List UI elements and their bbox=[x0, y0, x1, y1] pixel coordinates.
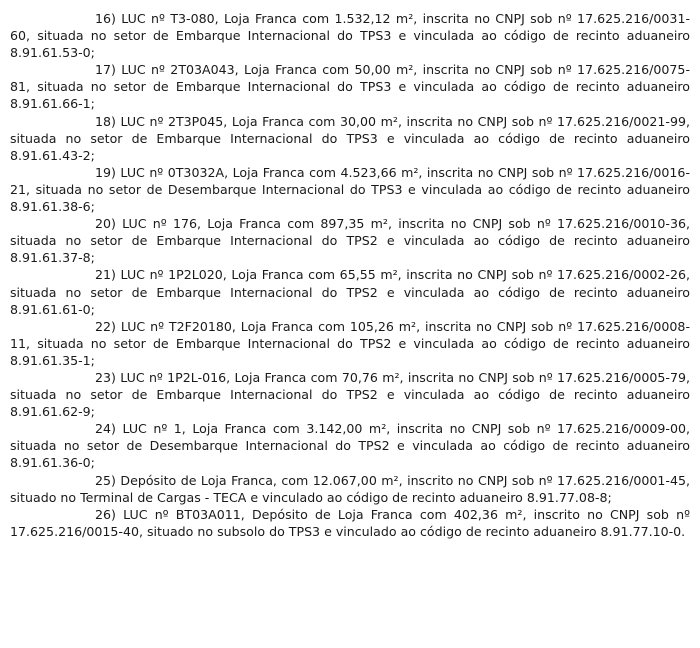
document-body bbox=[10, 10, 690, 540]
paragraph-item-17: 17) LUC nº 2T03A043, Loja Franca com 50,00 m², inscrita no CNPJ sob nº 17.625.216/0075-81, situada no setor de Embarque Internacional do TPS3 e vinculada ao código de recinto aduaneiro 8.91.61.66-1; bbox=[10, 62, 690, 112]
paragraph-item-24: 24) LUC nº 1, Loja Franca com 3.142,00 m², inscrita no CNPJ sob nº 17.625.216/0009-00, situada no setor de Desembarque Internacional do TPS2 e vinculada ao código de recinto aduaneiro 8.91.61.36-0; bbox=[10, 421, 690, 471]
paragraph-item-20: 20) LUC nº 176, Loja Franca com 897,35 m², inscrita no CNPJ sob nº 17.625.216/0010-36, situada no setor de Embarque Internacional do TPS2 e vinculada ao código de recinto aduaneiro 8.91.61.37-8; bbox=[10, 216, 690, 266]
paragraph-item-18: 18) LUC nº 2T3P045, Loja Franca com 30,00 m², inscrita no CNPJ sob nº 17.625.216/0021-99, situada no setor de Embarque Internacional do TPS3 e vinculada ao código de recinto aduaneiro 8.91.61.43-2; bbox=[10, 113, 690, 163]
paragraph-item-23: 23) LUC nº 1P2L-016, Loja Franca com 70,76 m², inscrita no CNPJ sob nº 17.625.216/0005-79, situada no setor de Embarque Internacional do TPS2 e vinculada ao código de recinto aduaneiro 8.91.61.62-9; bbox=[10, 369, 690, 420]
paragraph-item-26: 26) LUC nº BT03A011, Depósito de Loja Franca com 402,36 m², inscrito no CNPJ sob nº 17.625.216/0015-40, situado no subsolo do TPS3 e vinculado ao código de recinto aduaneiro 8.91.77.10-0. bbox=[10, 506, 690, 539]
paragraph-item-19: 19) LUC nº 0T3032A, Loja Franca com 4.523,66 m², inscrita no CNPJ sob nº 17.625.216/0016-21, situada no setor de Desembarque Internacional do TPS3 e vinculada ao código de recinto aduaneiro 8.91.61.38-6; bbox=[10, 164, 690, 215]
paragraph-item-21: 21) LUC nº 1P2L020, Loja Franca com 65,55 m², inscrita no CNPJ sob nº 17.625.216/0002-26, situada no setor de Embarque Internacional do TPS2 e vinculada ao código de recinto aduaneiro 8.91.61.61-0; bbox=[10, 267, 690, 317]
paragraph-item-25: 25) Depósito de Loja Franca, com 12.067,00 m², inscrito no CNPJ sob nº 17.625.216/0001-45, situado no Terminal de Cargas - TECA e vinculado ao código de recinto aduaneiro 8.91.77.08-8; bbox=[10, 472, 690, 505]
paragraph-item-22: 22) LUC nº T2F20180, Loja Franca com 105,26 m², inscrita no CNPJ sob nº 17.625.216/0008-11, situada no setor de Embarque Internacional do TPS2 e vinculada ao código de recinto aduaneiro 8.91.61.35-1; bbox=[10, 318, 690, 368]
paragraph-item-16: 16) LUC nº T3-080, Loja Franca com 1.532,12 m², inscrita no CNPJ sob nº 17.625.216/0031-60, situada no setor de Embarque Internacional do TPS3 e vinculada ao código de recinto aduaneiro 8.91.61.53-0; bbox=[10, 11, 690, 61]
